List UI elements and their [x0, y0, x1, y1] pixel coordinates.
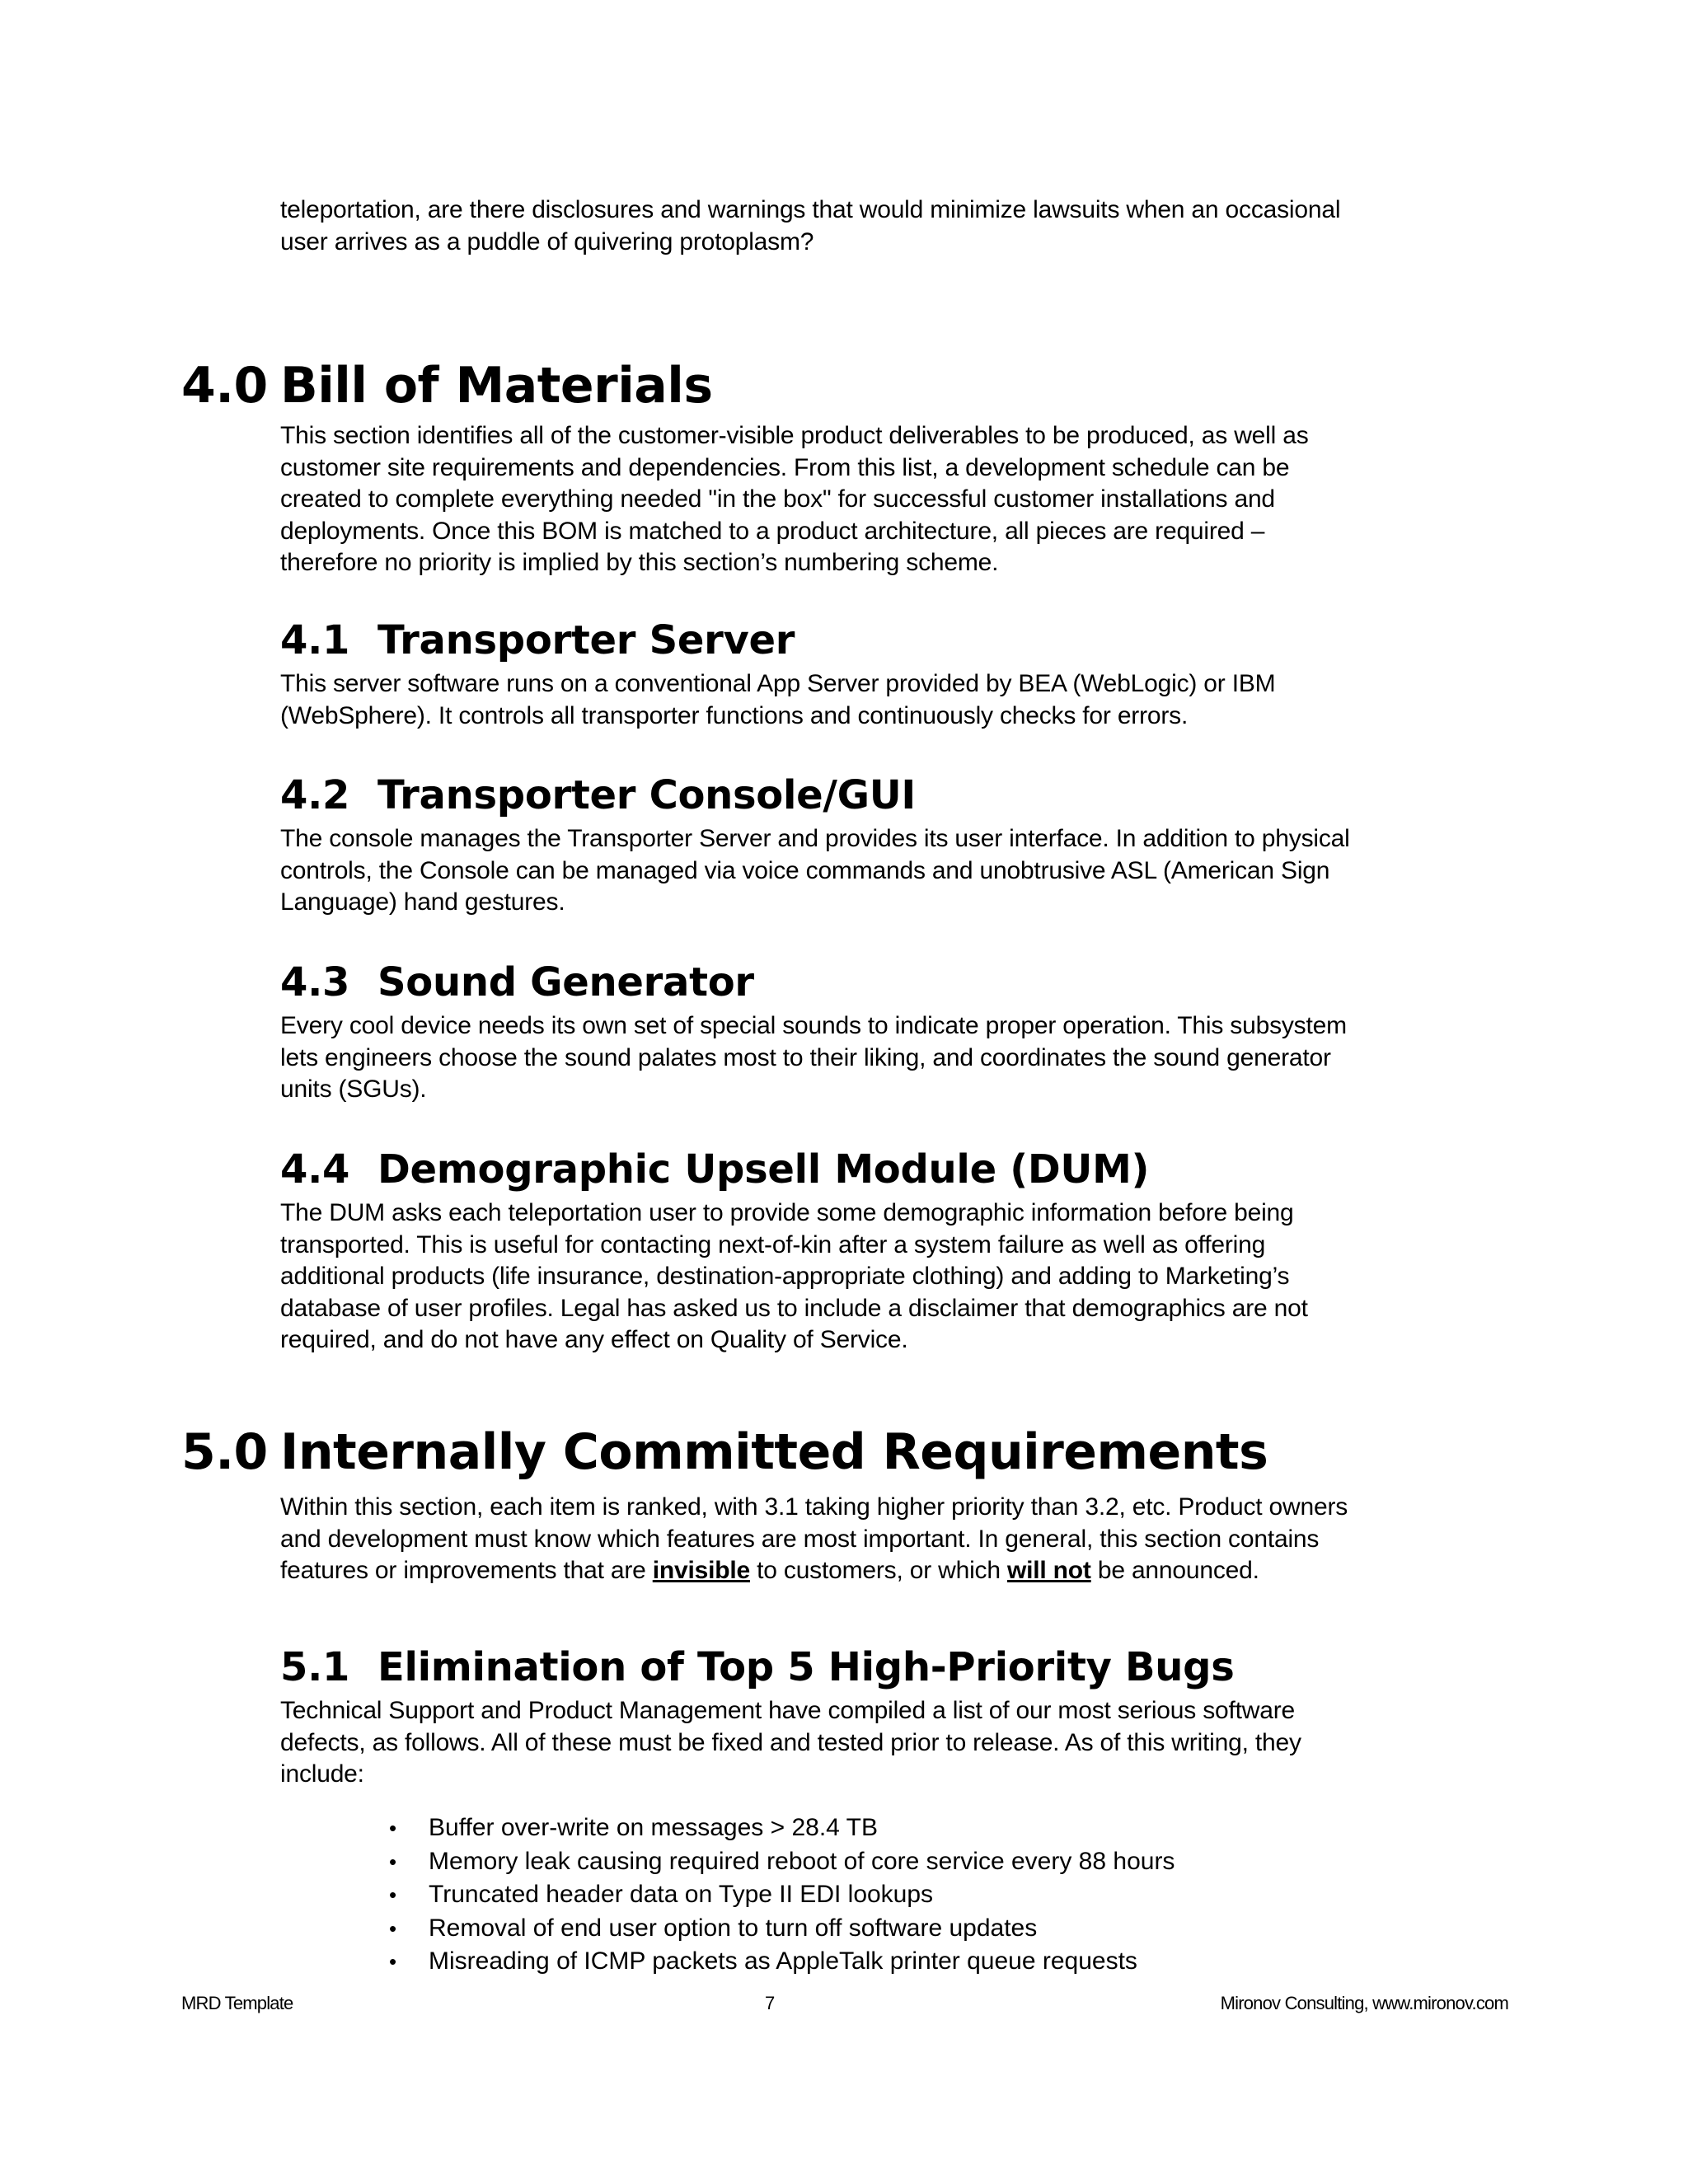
intro-paragraph: teleportation, are there disclosures and warnings that would minimize lawsuits when an occasional user arrives as a puddle of quivering protoplasm?	[280, 196, 1341, 255]
bullet-icon: •	[389, 1949, 397, 1974]
section-4-2-title: Transporter Console/GUI	[377, 772, 916, 818]
section-4-number: 4.0	[181, 357, 268, 415]
list-item	[387, 1912, 1175, 1946]
section-4-title: Bill of Materials	[280, 357, 713, 415]
section-5-1-title: Elimination of Top 5 High-Priority Bugs	[377, 1644, 1235, 1690]
section-5-number: 5.0	[181, 1423, 268, 1481]
section-4-1-number: 4.1	[280, 617, 350, 663]
section-5-heading	[181, 1422, 1268, 1482]
section-4-4-number: 4.4	[280, 1146, 350, 1193]
bug-item-text: Truncated header data on Type II EDI lookups	[429, 1881, 934, 1908]
bug-item-text: Memory leak causing required reboot of core service every 88 hours	[429, 1847, 1175, 1875]
section-5-body-line-3-b: to customers, or which	[750, 1557, 1007, 1584]
section-4-3-heading	[280, 958, 754, 1007]
section-4-heading	[181, 356, 713, 415]
bug-item-text: Misreading of ICMP packets as AppleTalk printer queue requests	[429, 1947, 1137, 1975]
bullet-icon: •	[389, 1816, 397, 1840]
footer-right: Mironov Consulting, www.mironov.com	[1220, 1993, 1508, 2013]
section-5-body-line-3-c: be announced.	[1090, 1557, 1259, 1584]
section-4-1-title: Transporter Server	[377, 617, 795, 663]
bullet-icon: •	[389, 1849, 397, 1874]
section-5-1-body: Technical Support and Product Management have compiled a list of our most serious software defects, as follows. All of these must be fixed and tested prior to release. As of this writing, they include:	[280, 1697, 1301, 1788]
section-5-body-line-1: Within this section, each item is ranked, with 3.1 taking higher priority than 3.2, etc. Product owners	[280, 1493, 1348, 1521]
section-5-body	[280, 1492, 1508, 1587]
section-5-body-line-3	[280, 1555, 1508, 1587]
section-4-4-heading	[280, 1145, 1149, 1194]
section-4-4-body: The DUM asks each teleportation user to provide some demographic information before being transported. This is useful for contacting next-of-kin after a system failure as well as offering additional products (life insurance, destination-appropriate clothing) and adding to Marketing’s database of user profiles. Legal has asked us to include a disclaimer that demographics are not required, and do not have any effect on Quality of Service.	[280, 1199, 1308, 1353]
section-4-1-body: This server software runs on a conventional App Server provided by BEA (WebLogic) or IBM (WebSphere). It controls all transporter functions and continuously checks for errors.	[280, 670, 1276, 729]
section-5-title: Internally Committed Requirements	[280, 1423, 1268, 1481]
list-item	[387, 1878, 1175, 1912]
section-4-2-body: The console manages the Transporter Server and provides its user interface. In addition to physical controls, the Console can be managed via voice commands and unobtrusive ASL (American Sign Language) hand gestures.	[280, 825, 1350, 916]
section-4-body: This section identifies all of the customer-visible product deliverables to be produced, as well as customer site requirements and dependencies. From this list, a development schedule can be created to complete everything needed "in the box" for successful customer installations and deployments. Once this BOM is matched to a product architecture, all pieces are required – therefore no priority is implied by this section’s numbering scheme.	[280, 422, 1309, 576]
section-4-2-heading	[280, 771, 916, 820]
bug-item-text: Removal of end user option to turn off software updates	[429, 1914, 1038, 1942]
footer-left: MRD Template	[181, 1993, 293, 2013]
bug-item-text: Buffer over-write on messages > 28.4 TB	[429, 1814, 878, 1841]
section-5-body-line-3-a: features or improvements that are	[280, 1557, 653, 1584]
bullet-icon: •	[389, 1915, 397, 1941]
section-4-3-number: 4.3	[280, 959, 350, 1005]
section-4-2-number: 4.2	[280, 772, 350, 818]
section-5-1-heading	[280, 1643, 1235, 1692]
section-5-body-line-2: and development must know which features are most important. In general, this section contains	[280, 1525, 1320, 1553]
section-4-1-heading	[280, 616, 795, 665]
emphasis-will-not: will not	[1006, 1557, 1091, 1584]
list-item	[387, 1845, 1175, 1879]
section-4-3-title: Sound Generator	[377, 959, 754, 1005]
section-4-4-title: Demographic Upsell Module (DUM)	[377, 1146, 1150, 1193]
bullet-icon: •	[389, 1882, 397, 1907]
section-5-1-number: 5.1	[280, 1644, 350, 1690]
emphasis-invisible: invisible	[652, 1557, 750, 1584]
bug-list	[387, 1811, 1175, 1979]
section-4-3-body: Every cool device needs its own set of special sounds to indicate proper operation. This subsystem lets engineers choose the sound palates most to their liking, and coordinates the sound generator units (SGUs).	[280, 1012, 1347, 1103]
list-item	[387, 1811, 1175, 1845]
footer-page-number: 7	[765, 1993, 775, 2013]
list-item	[387, 1945, 1175, 1979]
